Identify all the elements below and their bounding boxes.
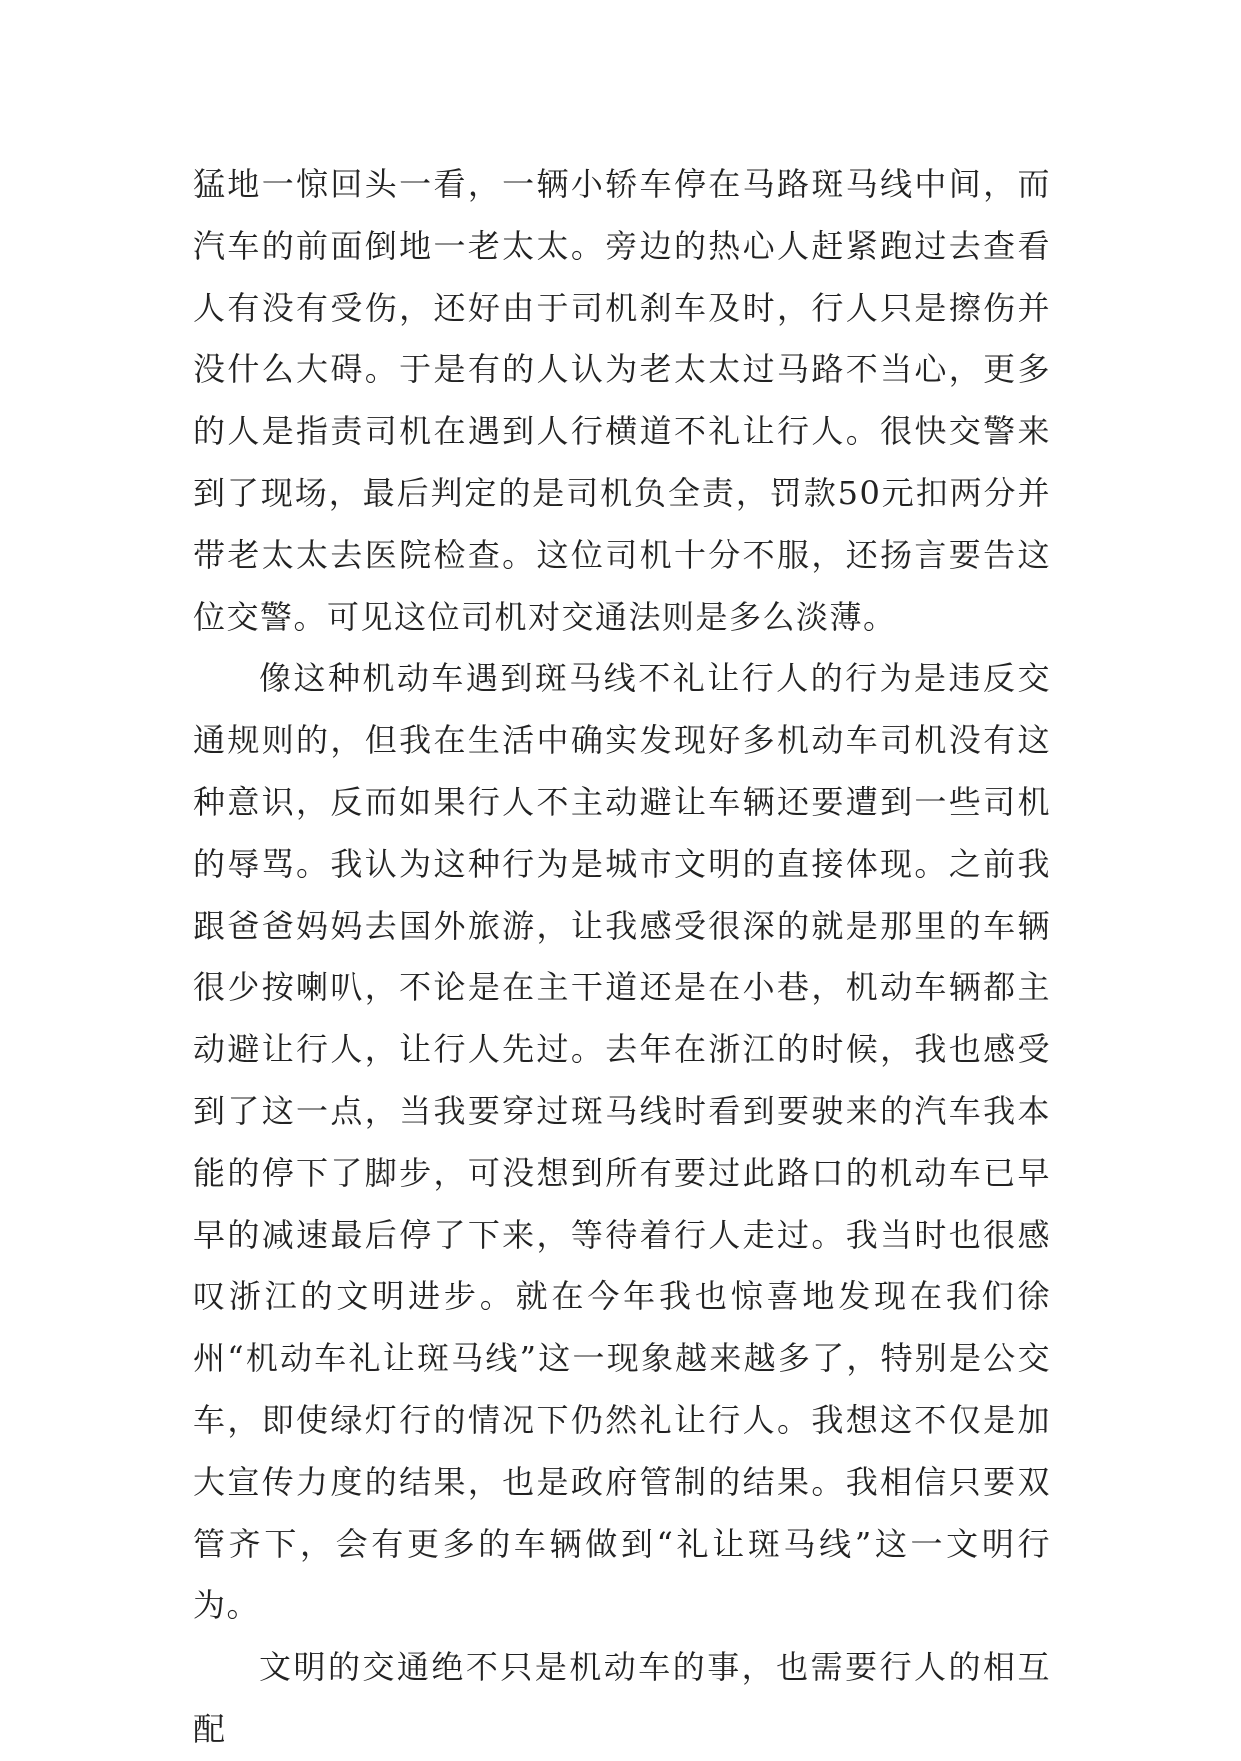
document-body [193,154,1051,1761]
paragraph-yield-to-pedestrians: 像这种机动车遇到斑马线不礼让行人的行为是违反交通规则的，但我在生活中确实发现好多机动车司机没有这种意识，反而如果行人不主动避让车辆还要遭到一些司机的辱骂。我认为这种行为是城市文明的直接体现。之前我跟爸爸妈妈去国外旅游，让我感受很深的就是那里的车辆很少按喇叭，不论是在主干道还是在小巷，机动车辆都主动避让行人，让行人先过。去年在浙江的时候，我也感受到了这一点，当我要穿过斑马线时看到要驶来的汽车我本能的停下了脚步，可没想到所有要过此路口的机动车已早早的减速最后停了下来，等待着行人走过。我当时也很感叹浙江的文明进步。就在今年我也惊喜地发现在我们徐州“机动车礼让斑马线”这一现象越来越多了，特别是公交车，即使绿灯行的情况下仍然礼让行人。我想这不仅是加大宣传力度的结果，也是政府管制的结果。我相信只要双管齐下，会有更多的车辆做到“礼让斑马线”这一文明行为。 [193,659,1051,1625]
paragraph-accident-scene: 猛地一惊回头一看，一辆小轿车停在马路斑马线中间，而汽车的前面倒地一老太太。旁边的热心人赶紧跑过去查看人有没有受伤，还好由于司机刹车及时，行人只是擦伤并没什么大碍。于是有的人认为老太太过马路不当心，更多的人是指责司机在遇到人行横道不礼让行人。很快交警来到了现场，最后判定的是司机负全责，罚款50元扣两分并带老太太去医院检查。这位司机十分不服，还扬言要告这位交警。可见这位司机对交通法则是多么淡薄。 [193,165,1051,636]
paragraph-pedestrian-responsibility: 文明的交通绝不只是机动车的事，也需要行人的相互配 [193,1648,1051,1748]
